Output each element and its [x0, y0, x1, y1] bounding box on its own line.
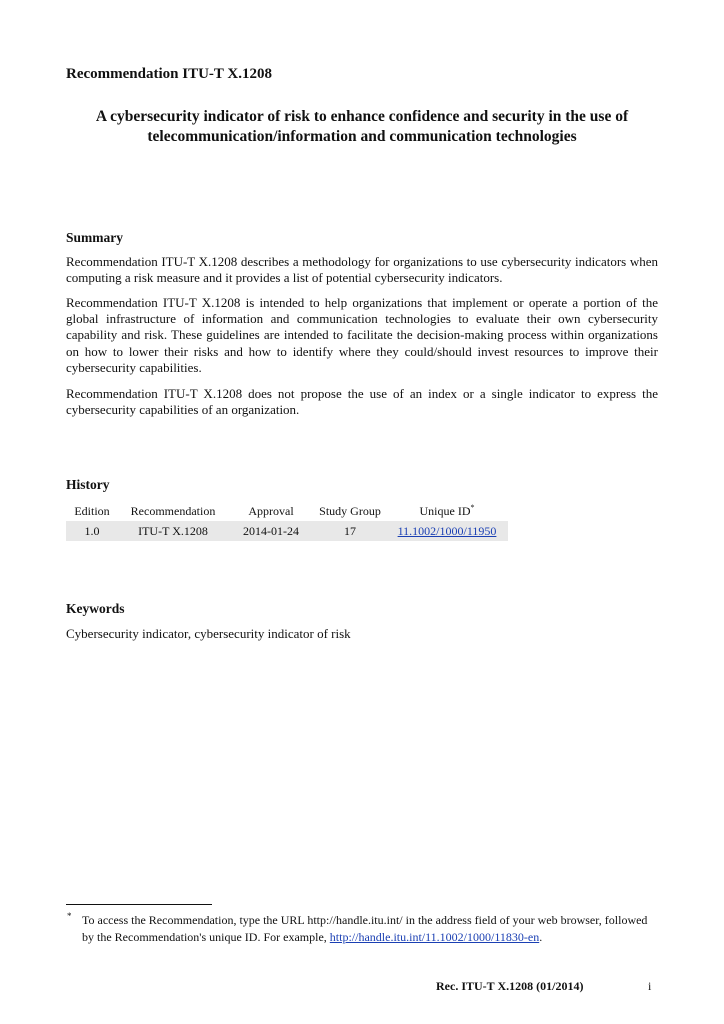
summary-heading: Summary	[66, 230, 123, 245]
footnote-reference: *	[470, 503, 475, 512]
cell-approval: 2014-01-24	[228, 521, 314, 541]
summary-paragraph-3: Recommendation ITU-T X.1208 does not propose the use of an index or a single indicator to express the cybersecurity capabilities of an organization.	[66, 386, 658, 418]
col-unique-id: Unique ID*	[419, 503, 475, 518]
col-edition: Edition	[74, 504, 110, 518]
keywords-text: Cybersecurity indicator, cybersecurity indicator of risk	[66, 626, 351, 641]
cell-edition: 1.0	[66, 521, 118, 541]
footnote-example-link[interactable]: http://handle.itu.int/11.1002/1000/11830-en	[329, 929, 540, 944]
cell-unique-id	[386, 521, 508, 541]
history-table	[66, 502, 508, 541]
recommendation-title: Recommendation ITU-T X.1208	[66, 66, 272, 82]
page-number: i	[648, 979, 652, 993]
cell-study-group: 17	[314, 521, 386, 541]
history-table-header	[66, 502, 508, 521]
document-title	[60, 107, 664, 147]
keywords-heading: Keywords	[66, 601, 125, 616]
col-study-group: Study Group	[319, 504, 381, 518]
unique-id-link[interactable]: 11.1002/1000/11950	[397, 523, 497, 538]
document-title-line-1: A cybersecurity indicator of risk to enhance confidence and security in the use of	[95, 108, 629, 125]
history-heading: History	[66, 477, 110, 492]
summary-paragraph-2: Recommendation ITU-T X.1208 is intended to help organizations that implement or operate a portion of the global infrastructure of information and communication technologies to evaluate their own cybersecurity capability and risk. These guidelines are intended to facilitate the decision-making process within organizations on how to lower their risks and how to identify where they could/should invest resources to improve their cybersecurity capabilities.	[66, 295, 658, 375]
col-approval: Approval	[248, 504, 294, 518]
cell-recommendation: ITU-T X.1208	[118, 521, 228, 541]
table-row	[66, 521, 508, 541]
footnote-text: To access the Recommendation, type the URL http://handle.itu.int/ in the address field of your web browser, followed by the Recommendation's unique ID. For example, http://handle.itu.int/11.1002/1000/11830-en.	[82, 913, 648, 944]
footnote-separator	[66, 904, 212, 905]
document-title-line-2: telecommunication/information and communication technologies	[147, 128, 577, 145]
summary-paragraph-1: Recommendation ITU-T X.1208 describes a methodology for organizations to use cybersecurity indicators when computing a risk measure and it provides a list of potential cybersecurity indicators.	[66, 254, 658, 286]
footer-label: Rec. ITU-T X.1208 (01/2014)	[436, 979, 584, 993]
col-recommendation: Recommendation	[130, 504, 216, 518]
footnote-mark: *	[67, 911, 72, 921]
